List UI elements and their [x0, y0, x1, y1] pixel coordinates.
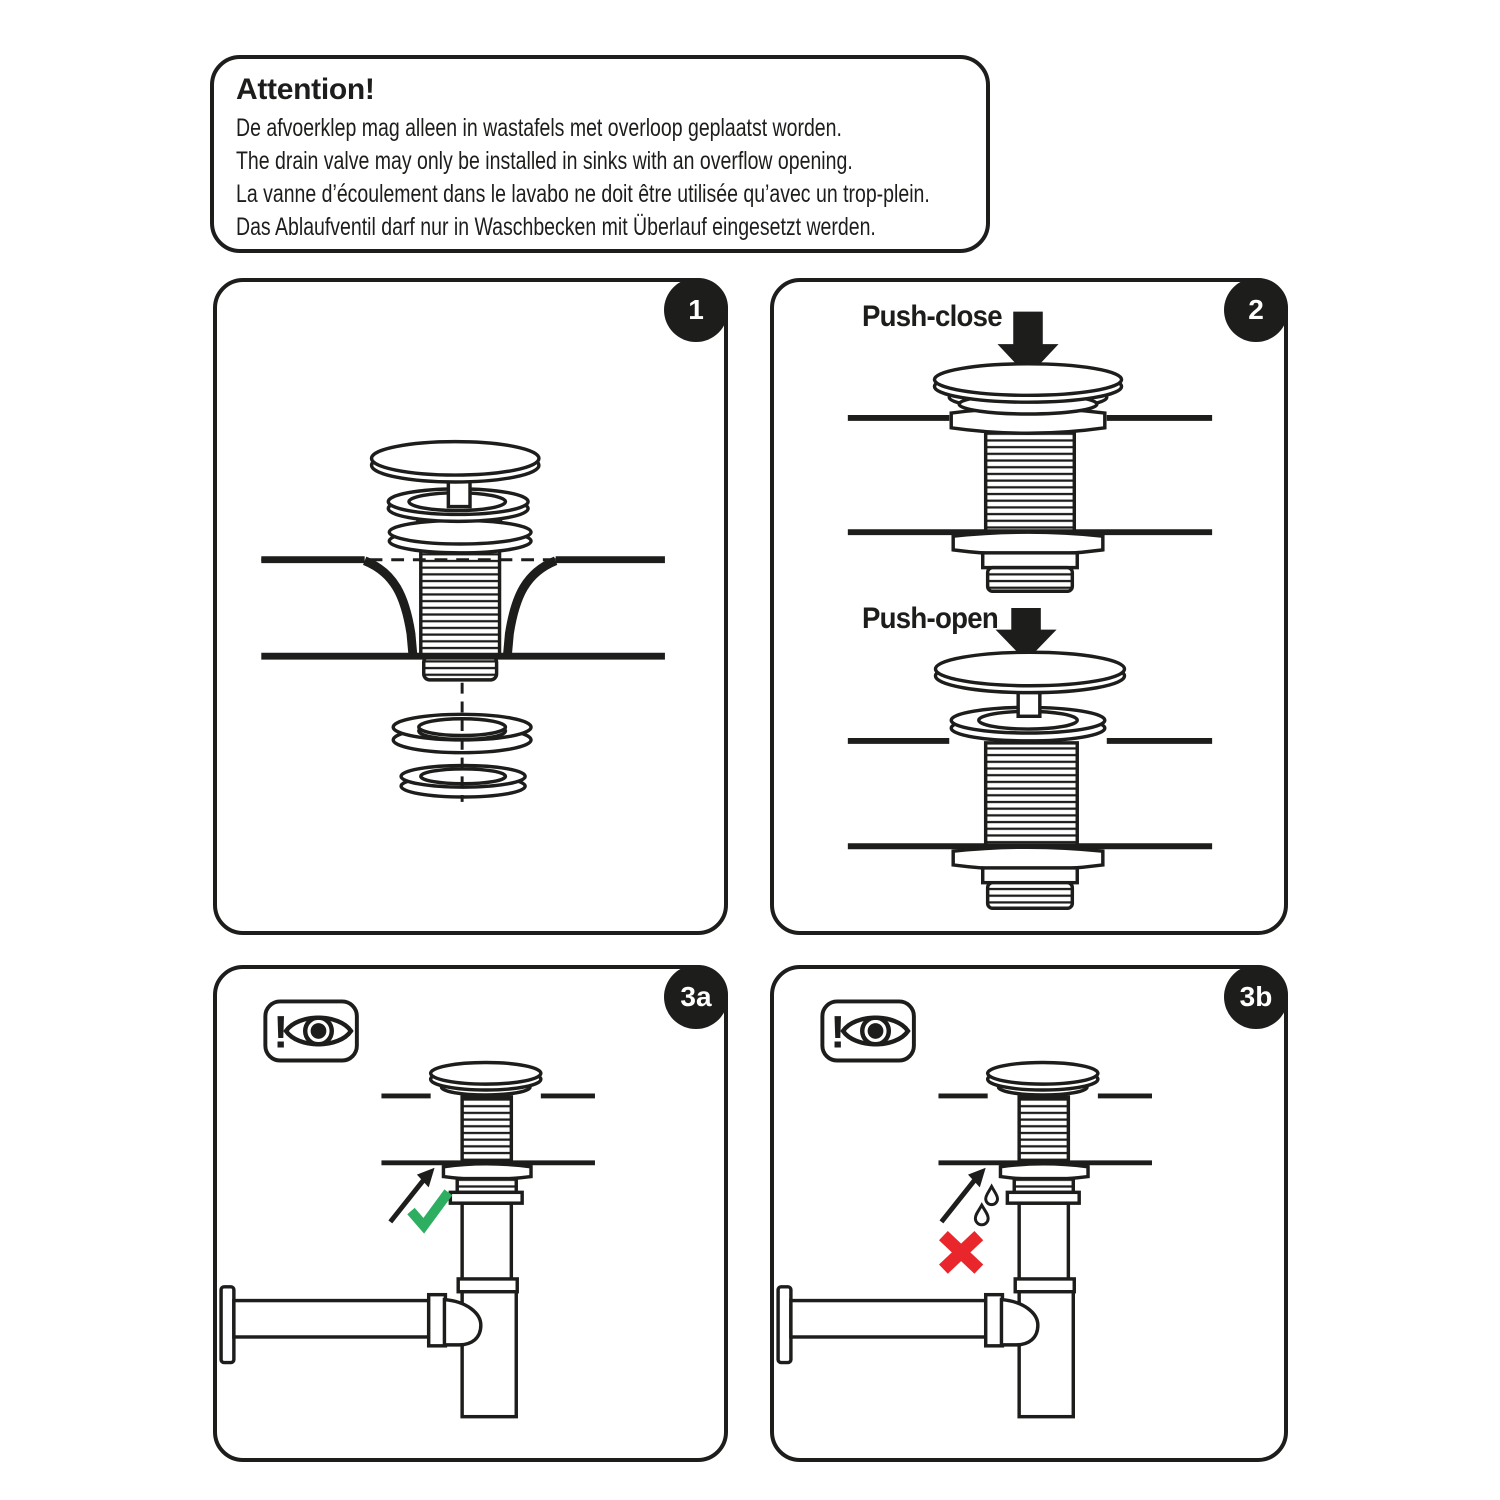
tailpipe: [1019, 1203, 1068, 1282]
step-1-badge: 1: [664, 278, 728, 342]
push-close-label: Push-close: [862, 300, 1002, 333]
sink-funnel-left: [365, 561, 413, 656]
push-open-label: Push-open: [862, 602, 998, 635]
exploded-drain-valve-diagram: [217, 282, 724, 931]
step-3b-badge: 3b: [1224, 965, 1288, 1029]
svg-text:!: !: [273, 1006, 289, 1058]
eye-warning-icon: [265, 1001, 357, 1060]
attention-line-fr: La vanne d’écoulement dans le lavabo ne doit être utilisée qu’avec un trop-plein.: [236, 180, 930, 208]
attention-box: [210, 55, 990, 253]
water-drops-icon: [975, 1186, 997, 1224]
pointer-arrow-icon: [941, 1179, 975, 1222]
valve-cap: [372, 442, 539, 482]
attention-title: Attention!: [236, 73, 375, 106]
siphon-trap: [778, 1203, 1074, 1417]
panel-step-3a: [213, 965, 728, 1462]
attention-line-en: The drain valve may only be installed in sinks with an overflow opening.: [236, 147, 853, 175]
cross-icon: [943, 1236, 978, 1269]
svg-text:!: !: [830, 1006, 846, 1058]
tailpipe: [462, 1203, 511, 1282]
valve-cap-open: [935, 652, 1124, 692]
eye-warning-icon: [822, 1001, 914, 1060]
push-close-open-diagram: [774, 282, 1284, 931]
siphon-trap: [221, 1203, 517, 1417]
checkmark-icon: [411, 1192, 448, 1225]
valve-cap: [988, 1062, 1098, 1090]
step-2-badge: 2: [1224, 278, 1288, 342]
attention-line-de: Das Ablaufventil darf nur in Waschbecken mit Überlauf eingesetzt werden.: [236, 213, 876, 241]
attention-line-nl: De afvoerklep mag alleen in wastafels met overloop geplaatst worden.: [236, 114, 842, 142]
wrong-installation-diagram: [774, 969, 1284, 1458]
panel-step-3b: [770, 965, 1288, 1462]
correct-installation-diagram: [217, 969, 724, 1458]
flange-ring: [389, 520, 531, 552]
valve-cap-closed: [934, 364, 1121, 402]
valve-cap: [431, 1062, 541, 1090]
panel-step-2: [770, 278, 1288, 935]
sink-funnel-right: [507, 561, 555, 656]
step-3a-badge: 3a: [664, 965, 728, 1029]
panel-step-1: [213, 278, 728, 935]
